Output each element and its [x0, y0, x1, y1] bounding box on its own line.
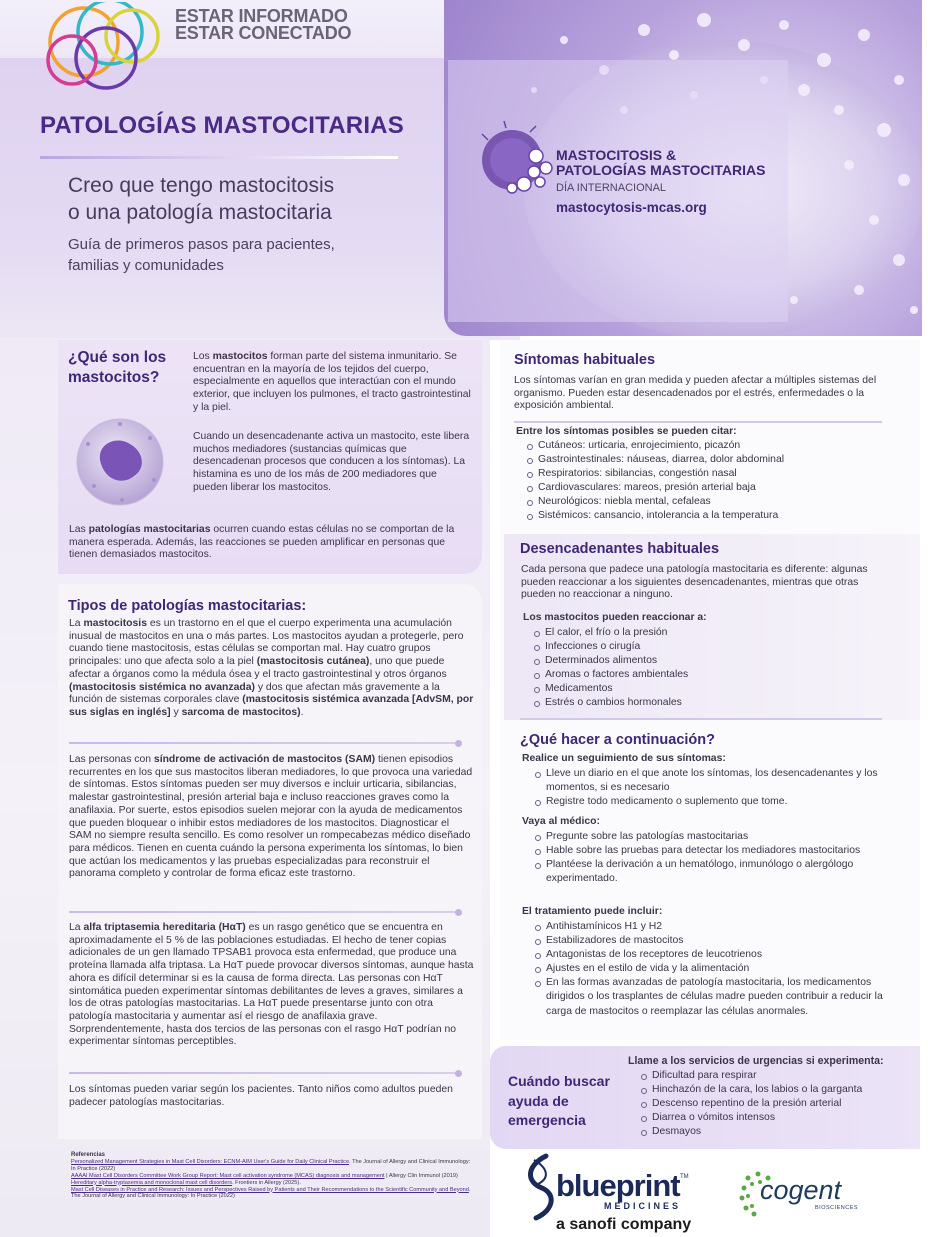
- what-paragraph-2: Cuando un desencadenante activa un mastocito, este libera muchos mediadores (sustancias químicas que desencadenan procesos que conducen a los síntomas). La histamina es uno de los más de 200 mediadores que pueden liberar los mastocitos.: [193, 431, 470, 493]
- list-item: Infecciones o cirugía: [533, 640, 893, 654]
- rings-logo-icon: [44, 2, 169, 97]
- text-span: y dos que afectan más gravemente a la función de sistemas corporales clave: [69, 681, 440, 706]
- symptoms-subheading: Entre los síntomas posibles se pueden citar:: [516, 426, 737, 437]
- section-divider: [69, 911, 459, 913]
- symptoms-heading: Síntomas habituales: [514, 352, 656, 368]
- brand-line-1: ESTAR INFORMADO: [175, 6, 348, 26]
- text-bold: alfa triptasemia hereditaria (HαT): [83, 922, 246, 933]
- title-divider: [40, 156, 398, 159]
- subtitle-line-2: o una patología mastocitaria: [68, 201, 332, 224]
- page-title: PATOLOGÍAS MASTOCITARIAS: [40, 112, 404, 139]
- what-are-mast-cells-heading: ¿Qué son los mastocitos?: [68, 349, 167, 386]
- section-divider: [520, 718, 882, 720]
- symptoms-list: [526, 439, 886, 524]
- blueprint-helix-icon: [522, 1152, 560, 1222]
- text-bold: mastocitosis: [83, 618, 147, 629]
- cogent-logo: cogent: [760, 1175, 842, 1205]
- list-item: Hinchazón de la cara, los labios o la garganta: [640, 1083, 900, 1097]
- types-heading: Tipos de patologías mastocitarias:: [68, 598, 307, 614]
- see-doctor-subheading: Vaya al médico:: [522, 816, 600, 827]
- text-bold: (mastocitosis sistémica no avanzada): [69, 681, 255, 693]
- brand-tagline: [175, 8, 351, 42]
- list-item: Plantéese la derivación a un hematólogo, inmunólogo o alergólogo experimentado.: [534, 858, 884, 886]
- mast-cell-icon: [70, 414, 172, 510]
- list-item: Diarrea o vómitos intensos: [640, 1111, 900, 1125]
- reference-item: [71, 1180, 471, 1187]
- list-item: Determinados alimentos: [533, 654, 893, 668]
- page-tagline: [68, 234, 335, 276]
- treatment-list: [534, 920, 886, 1019]
- section-divider: [69, 742, 459, 744]
- list-item: Dificultad para respirar: [640, 1069, 900, 1083]
- text-bold: síndrome de activación de mastocitos (SAM): [153, 754, 376, 765]
- next-steps-heading: ¿Qué hacer a continuación?: [520, 732, 715, 748]
- reference-link[interactable]: Hereditary alpha-tryptasemia and monoclonal mast cell disorders: [71, 1179, 233, 1186]
- references-title: Referencias: [71, 1152, 106, 1158]
- text-span: , uno que puede afectar a órganos como la médula ósea y el tracto gastrointestinal y otros órganos: [69, 656, 447, 680]
- list-item: Respiratorios: sibilancias, congestión nasal: [526, 467, 886, 481]
- reference-link[interactable]: Personalized Management Strategies in Mast Cell Disorders: ECNM-AIM User's Guide for Daily Clinical Practice: [71, 1158, 350, 1165]
- text-span: tienen episodios recurrentes en los que sus mastocitos liberan mediadores, lo que provoca una variedad de síntomas. Estos síntomas pueden ser muy diversos e incluir urticaria, sibilancias, malestar gastrointestinal, presión arterial baja e incluso reacciones graves como la anafilaxia. Por suerte, estos episodios suelen mejorar con la ayuda de medicamentos que pueden bloquear o inhibir estos mediadores de los mastocitos. Diagnosticar el SAM no siempre resulta sencillo. Es como resolver un rompecabezas médico diseñado para médicos. Tienen en cuenta cuándo la persona experimenta los síntomas, lo bien que actúan los medicamentos y las pruebas especializadas para reconstruir el panorama completo y controlar de forma eficaz este trastorno.: [69, 754, 473, 880]
- reference-source: . Frontiers in Allergy (2025).: [232, 1179, 301, 1186]
- emergency-list: [640, 1069, 900, 1139]
- text-span: .: [300, 706, 304, 718]
- treatment-subheading: El tratamiento puede incluir:: [522, 906, 663, 917]
- text-span: ocurren cuando estas células no se comportan de la manera esperada. Además, las reacciones se pueden amplificar en personas que tienen demasiados mastocitos.: [69, 524, 455, 561]
- reference-item: [71, 1187, 471, 1201]
- list-item: En las formas avanzadas de patología mastocitaria, los medicamentos dirigidos o los trasplantes de células madre pueden contribuir a reducir la carga de mastocitos o reemplazar las células anormales.: [534, 976, 886, 1018]
- reference-source: . The Journal of Allergy and Clinical Immunology: In Practice (2022): [71, 1158, 471, 1172]
- reference-source: | Allergy Clin Immunol (2019): [384, 1172, 458, 1179]
- list-item: Cutáneos: urticaria, enrojecimiento, picazón: [526, 439, 886, 453]
- brand-line-2: ESTAR CONECTADO: [175, 23, 352, 43]
- text-span: Los: [193, 351, 213, 362]
- symptoms-intro: Los síntomas varían en gran medida y pueden afectar a múltiples sistemas del organismo. Pueden estar desencadenados por el estrés, enfermedades o la exposición ambiental.: [514, 375, 877, 412]
- text-span: Las: [69, 524, 89, 535]
- tagline-line-1: Guía de primeros pasos para pacientes,: [68, 236, 335, 253]
- track-symptoms-list: [534, 767, 884, 809]
- emergency-heading: Cuándo buscar ayuda de emergencia: [508, 1073, 610, 1128]
- awareness-day-line-2: PATOLOGÍAS MASTOCITARIAS: [556, 162, 766, 178]
- text-span: es un trastorno en el que el cuerpo experimenta una acumulación inusual de mastocitos en una o más partes. Los mastocitos ayudan a protegerle, pero cuando tiene mastocitosis, estas células se comportan mal. Hay cuatro grupos principales: uno que afecta solo a la piel: [69, 618, 464, 668]
- list-item: Ajustes en el estilo de vida y la alimentación: [534, 962, 886, 976]
- awareness-day-subtitle: DÍA INTERNACIONAL: [556, 182, 667, 194]
- list-item: Antihistamínicos H1 y H2: [534, 920, 886, 934]
- text-span: es un rasgo genético que se encuentra en aproximadamente el 5 % de las poblaciones estudiadas. El hecho de tener copias adicionales de un gen llamado TPSAB1 provoca esta enfermedad, que produce una proteína llamada alfa triptasa. La HαT puede provocar diversos síntomas, aunque hasta ahora es difícil determinar si es la causa de forma directa. Las personas con HαT sintomática pueden experimentar síntomas debilitantes de leves a graves, similares a los de otras patologías mastocitarias. La HαT puede presentarse junto con otra patología mastocitaria y aumentar así el riesgo de anafilaxia grave. Sorprendentemente, hasta dos tercios de las personas con el rasgo HαT podrían no experimentar síntomas perceptibles.: [69, 922, 474, 1048]
- subtitle-line-1: Creo que tengo mastocitosis: [68, 174, 335, 197]
- references: [71, 1152, 471, 1200]
- text-bold: (mastocitosis cutánea): [256, 656, 370, 668]
- reference-item: [71, 1159, 471, 1173]
- text-span: forman parte del sistema inmunitario. Se encuentran en la mayoría de los tejidos del cuerpo, especialmente en aquellos que interactúan con el mundo exterior, que incluyen los pulmones, el tracto gastrointestinal y la piel.: [193, 351, 471, 413]
- list-item: Estabilizadores de mastocitos: [534, 934, 886, 948]
- triggers-list: [533, 626, 893, 711]
- see-doctor-list: [534, 830, 884, 886]
- list-item: Cardiovasculares: mareos, presión arterial baja: [526, 481, 886, 495]
- text-span: La: [69, 618, 84, 629]
- list-item: Neurológicos: niebla mental, cefaleas: [526, 495, 886, 509]
- blueprint-trademark: TM: [680, 1174, 689, 1180]
- list-item: Medicamentos: [533, 682, 893, 696]
- awareness-day-title: [556, 148, 766, 178]
- reference-item: [71, 1173, 471, 1180]
- what-paragraph-1: [193, 351, 473, 415]
- mcas-paragraph: [69, 754, 474, 881]
- text-bold: patologías mastocitarias: [88, 524, 211, 535]
- section-divider: [69, 1072, 459, 1074]
- blueprint-logo: blueprint: [556, 1168, 680, 1203]
- emergency-subheading: Llame a los servicios de urgencias si experimenta:: [628, 1055, 884, 1067]
- sanofi-tagline: a sanofi company: [556, 1216, 692, 1233]
- symptoms-vary-paragraph: Los síntomas pueden variar según los pacientes. Tanto niños como adultos pueden padecer patologías mastocitarias.: [69, 1084, 453, 1108]
- reference-source: . The Journal of Allergy and Clinical Immunology: In Practice (2022): [71, 1186, 471, 1200]
- triggers-heading: Desencadenantes habituales: [520, 541, 720, 557]
- triggers-intro: Cada persona que padece una patología mastocitaria es diferente: algunas pueden reaccionar a los siguientes desencadenantes, mientras que otras pueden no reaccionar a ninguno.: [521, 564, 868, 601]
- awareness-day-logo-icon: [476, 120, 562, 206]
- page-subtitle: [68, 172, 334, 226]
- track-symptoms-subheading: Realice un seguimiento de sus síntomas:: [522, 753, 726, 764]
- blueprint-subtitle: MEDICINES: [604, 1201, 682, 1211]
- list-item: Desmayos: [640, 1125, 900, 1139]
- text-bold: (mastocitosis sistémica avanzada [AdvSM, por sus siglas en inglés]: [69, 694, 474, 718]
- list-item: Gastrointestinales: náuseas, diarrea, dolor abdominal: [526, 453, 886, 467]
- list-item: Antagonistas de los receptores de leucotrienos: [534, 948, 886, 962]
- list-item: Descenso repentino de la presión arterial: [640, 1097, 900, 1111]
- list-item: Lleve un diario en el que anote los síntomas, los desencadenantes y los momentos, si es necesario: [534, 767, 884, 795]
- text-bold: mastocitos: [212, 351, 268, 362]
- list-item: Hable sobre las pruebas para detectar los mediadores mastocitarios: [534, 844, 884, 858]
- text-span: Las personas con: [69, 754, 154, 765]
- text-bold: sarcoma de mastocitos): [181, 706, 301, 718]
- triggers-subheading: Los mastocitos pueden reaccionar a:: [523, 612, 707, 623]
- list-item: Estrés o cambios hormonales: [533, 696, 893, 710]
- list-item: Aromas o factores ambientales: [533, 668, 893, 682]
- hat-paragraph: [69, 922, 474, 1049]
- what-paragraph-3: [69, 524, 474, 562]
- cogent-subtitle: BIOSCIENCES: [815, 1205, 859, 1211]
- awareness-day-line-1: MASTOCITOSIS &: [556, 147, 677, 163]
- list-item: Sistémicos: cansancio, intolerancia a la temperatura: [526, 509, 886, 523]
- reference-link[interactable]: AAAAI Mast Cell Disorders Committee Work Group Report: Mast cell activation syndrome (MCAS) diagnosis and management: [71, 1172, 385, 1179]
- section-divider: [514, 421, 882, 423]
- list-item: Registre todo medicamento o suplemento que tome.: [534, 795, 884, 809]
- list-item: Pregunte sobre las patologías mastocitarias: [534, 830, 884, 844]
- tagline-line-2: familias y comunidades: [68, 257, 224, 274]
- reference-link[interactable]: Mast Cell Diseases in Practice and Research: Issues and Perspectives Raised by Patients and Their Recommendations to the Scientific Community and Beyond: [71, 1186, 469, 1193]
- mastocytosis-paragraph: [69, 618, 474, 720]
- list-item: El calor, el frío o la presión: [533, 626, 893, 640]
- text-span: La: [69, 922, 84, 933]
- awareness-day-url[interactable]: mastocytosis-mcas.org: [556, 200, 707, 215]
- text-span: y: [170, 706, 182, 718]
